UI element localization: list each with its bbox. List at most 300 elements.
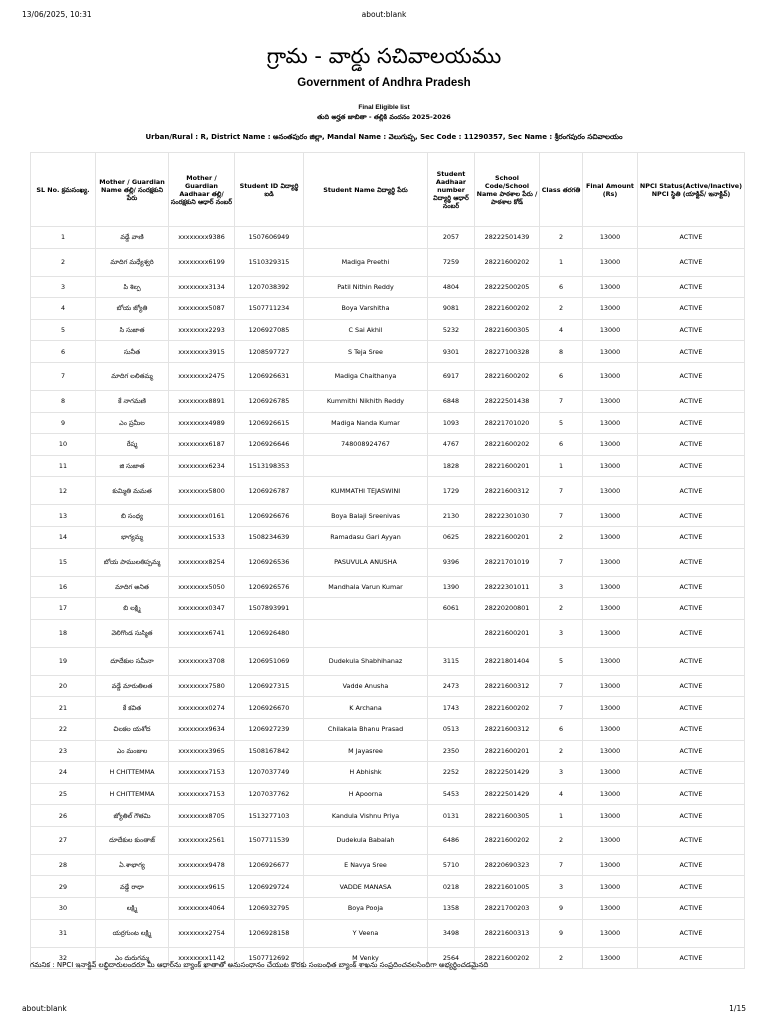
cell-class: 2 bbox=[540, 298, 583, 320]
cell-class: 3 bbox=[540, 762, 583, 784]
cell-guardian-aadhaar: xxxxxxxx7153 bbox=[169, 762, 235, 784]
cell-student-aadhaar: 5710 bbox=[428, 854, 475, 876]
cell-amount: 13000 bbox=[583, 319, 638, 341]
cell-student-aadhaar: 0218 bbox=[428, 876, 475, 898]
table-row bbox=[31, 718, 745, 740]
cell-student-name: K Archana bbox=[304, 697, 428, 719]
cell-guardian-aadhaar: xxxxxxxx0274 bbox=[169, 697, 235, 719]
cell-class: 6 bbox=[540, 276, 583, 298]
table-row bbox=[31, 740, 745, 762]
cell-npci-status: ACTIVE bbox=[638, 762, 745, 784]
cell-class: 2 bbox=[540, 598, 583, 620]
cell-student-aadhaar: 6848 bbox=[428, 390, 475, 412]
cell-student-name: E Navya Sree bbox=[304, 854, 428, 876]
table-row bbox=[31, 248, 745, 276]
cell-guardian-name: బి లక్ష్మి bbox=[96, 598, 169, 620]
cell-guardian-name: చిలకల యశోద bbox=[96, 718, 169, 740]
list-subtitle-english: Final Eligible list bbox=[358, 104, 410, 111]
cell-amount: 13000 bbox=[583, 412, 638, 434]
cell-amount: 13000 bbox=[583, 805, 638, 827]
cell-guardian-name: వడ్డే వాణి bbox=[96, 227, 169, 249]
cell-student-aadhaar: 0513 bbox=[428, 718, 475, 740]
cell-student-name: Madiga Chaithanya bbox=[304, 362, 428, 390]
cell-guardian-name: ఎం దురుగమ్మ bbox=[96, 947, 169, 969]
cell-guardian-aadhaar: xxxxxxxx3965 bbox=[169, 740, 235, 762]
cell-amount: 13000 bbox=[583, 947, 638, 969]
cell-guardian-name: లక్ష్మి bbox=[96, 898, 169, 920]
cell-class: 7 bbox=[540, 675, 583, 697]
cell-school-code: 28221600201 bbox=[475, 619, 540, 647]
cell-student-id: 1507712692 bbox=[235, 947, 304, 969]
cell-student-name: PASUVULA ANUSHA bbox=[304, 548, 428, 576]
cell-school-code: 28221700203 bbox=[475, 898, 540, 920]
cell-student-aadhaar: 9301 bbox=[428, 341, 475, 363]
cell-student-id: 1206926646 bbox=[235, 434, 304, 456]
table-row bbox=[31, 762, 745, 784]
cell-class: 9 bbox=[540, 919, 583, 947]
cell-guardian-name: వడ్డే మారుతిలత bbox=[96, 675, 169, 697]
cell-class: 6 bbox=[540, 362, 583, 390]
cell-student-id: 1206926785 bbox=[235, 390, 304, 412]
cell-student-id: 1207037762 bbox=[235, 783, 304, 805]
cell-class: 7 bbox=[540, 390, 583, 412]
cell-student-id: 1206929724 bbox=[235, 876, 304, 898]
cell-sl: 22 bbox=[31, 718, 96, 740]
cell-student-aadhaar: 0131 bbox=[428, 805, 475, 827]
cell-npci-status: ACTIVE bbox=[638, 697, 745, 719]
print-datetime: 13/06/2025, 10:31 bbox=[22, 10, 92, 19]
cell-guardian-name: ఎం మంజుల bbox=[96, 740, 169, 762]
cell-student-name bbox=[304, 619, 428, 647]
cell-npci-status: ACTIVE bbox=[638, 826, 745, 854]
cell-student-name: Y Veena bbox=[304, 919, 428, 947]
cell-npci-status: ACTIVE bbox=[638, 947, 745, 969]
cell-class: 1 bbox=[540, 805, 583, 827]
cell-guardian-aadhaar: xxxxxxxx8705 bbox=[169, 805, 235, 827]
cell-amount: 13000 bbox=[583, 762, 638, 784]
cell-class: 6 bbox=[540, 718, 583, 740]
cell-sl: 32 bbox=[31, 947, 96, 969]
cell-class: 2 bbox=[540, 826, 583, 854]
col-student-aadhaar-header: Student Aadhaar number విద్యార్థి ఆధార్ నంబర్ bbox=[428, 153, 475, 227]
cell-guardian-aadhaar: xxxxxxxx8891 bbox=[169, 390, 235, 412]
cell-student-name: Vadde Anusha bbox=[304, 675, 428, 697]
cell-school-code: 28227100328 bbox=[475, 341, 540, 363]
cell-guardian-name: రేష్మ bbox=[96, 434, 169, 456]
cell-student-aadhaar: 6486 bbox=[428, 826, 475, 854]
cell-school-code: 28221600202 bbox=[475, 434, 540, 456]
cell-npci-status: ACTIVE bbox=[638, 526, 745, 548]
cell-sl: 21 bbox=[31, 697, 96, 719]
table-row bbox=[31, 805, 745, 827]
cell-guardian-name: బి సంధ్య bbox=[96, 505, 169, 527]
cell-class: 7 bbox=[540, 505, 583, 527]
cell-student-name: S Teja Sree bbox=[304, 341, 428, 363]
cell-student-name: Boya Varshitha bbox=[304, 298, 428, 320]
cell-student-aadhaar: 2350 bbox=[428, 740, 475, 762]
cell-class: 1 bbox=[540, 455, 583, 477]
table-row bbox=[31, 227, 745, 249]
cell-guardian-name: వడ్డే రాధా bbox=[96, 876, 169, 898]
cell-student-name: Mandhala Varun Kumar bbox=[304, 576, 428, 598]
cell-guardian-aadhaar: xxxxxxxx2293 bbox=[169, 319, 235, 341]
cell-student-id: 1508167842 bbox=[235, 740, 304, 762]
cell-student-id: 1508234639 bbox=[235, 526, 304, 548]
cell-npci-status: ACTIVE bbox=[638, 718, 745, 740]
cell-student-name: M Jayasree bbox=[304, 740, 428, 762]
cell-sl: 2 bbox=[31, 248, 96, 276]
cell-sl: 4 bbox=[31, 298, 96, 320]
cell-guardian-aadhaar: xxxxxxxx5800 bbox=[169, 477, 235, 505]
col-npci-header: NPCI Status(Active/Inactive) NPCI స్థితి (యాక్టివ్/ ఇనాక్టివ్) bbox=[638, 153, 745, 227]
cell-guardian-aadhaar: xxxxxxxx5050 bbox=[169, 576, 235, 598]
cell-guardian-aadhaar: xxxxxxxx7153 bbox=[169, 783, 235, 805]
cell-student-name: Ramadasu Gari Ayyan bbox=[304, 526, 428, 548]
cell-class: 2 bbox=[540, 947, 583, 969]
cell-school-code: 28220200801 bbox=[475, 598, 540, 620]
cell-school-code: 28221601005 bbox=[475, 876, 540, 898]
cell-amount: 13000 bbox=[583, 919, 638, 947]
col-student-name-header: Student Name విద్యార్థి పేరు bbox=[304, 153, 428, 227]
cell-sl: 9 bbox=[31, 412, 96, 434]
cell-student-aadhaar: 5232 bbox=[428, 319, 475, 341]
cell-npci-status: ACTIVE bbox=[638, 876, 745, 898]
table-row bbox=[31, 826, 745, 854]
cell-guardian-name: మాదిగ లలితమ్మ bbox=[96, 362, 169, 390]
cell-class: 4 bbox=[540, 319, 583, 341]
cell-amount: 13000 bbox=[583, 740, 638, 762]
cell-npci-status: ACTIVE bbox=[638, 598, 745, 620]
cell-student-aadhaar: 1743 bbox=[428, 697, 475, 719]
cell-student-id: 1206951069 bbox=[235, 647, 304, 675]
cell-school-code: 28221600305 bbox=[475, 805, 540, 827]
cell-student-name: Boya Pooja bbox=[304, 898, 428, 920]
cell-npci-status: ACTIVE bbox=[638, 576, 745, 598]
cell-guardian-aadhaar: xxxxxxxx6199 bbox=[169, 248, 235, 276]
table-row bbox=[31, 341, 745, 363]
cell-school-code: 28221600201 bbox=[475, 526, 540, 548]
cell-student-name: Dudekula Babalah bbox=[304, 826, 428, 854]
cell-student-aadhaar: 9396 bbox=[428, 548, 475, 576]
cell-guardian-aadhaar: xxxxxxxx9386 bbox=[169, 227, 235, 249]
cell-class: 3 bbox=[540, 619, 583, 647]
cell-student-aadhaar: 4767 bbox=[428, 434, 475, 456]
cell-school-code: 28221600202 bbox=[475, 697, 540, 719]
cell-npci-status: ACTIVE bbox=[638, 783, 745, 805]
cell-amount: 13000 bbox=[583, 505, 638, 527]
table-row bbox=[31, 876, 745, 898]
cell-school-code: 28221600312 bbox=[475, 675, 540, 697]
table-row bbox=[31, 598, 745, 620]
cell-student-name: Patil Nithin Reddy bbox=[304, 276, 428, 298]
cell-school-code: 28221701020 bbox=[475, 412, 540, 434]
cell-student-id: 1206926480 bbox=[235, 619, 304, 647]
cell-class: 2 bbox=[540, 227, 583, 249]
cell-guardian-aadhaar: xxxxxxxx8254 bbox=[169, 548, 235, 576]
cell-guardian-aadhaar: xxxxxxxx5087 bbox=[169, 298, 235, 320]
cell-npci-status: ACTIVE bbox=[638, 227, 745, 249]
cell-amount: 13000 bbox=[583, 854, 638, 876]
cell-guardian-name: మాదిగ మధ్యేశ్వరి bbox=[96, 248, 169, 276]
cell-npci-status: ACTIVE bbox=[638, 675, 745, 697]
cell-npci-status: ACTIVE bbox=[638, 548, 745, 576]
cell-guardian-name: భాగ్యమ్మ bbox=[96, 526, 169, 548]
cell-student-name: M Venky bbox=[304, 947, 428, 969]
table-row bbox=[31, 697, 745, 719]
cell-sl: 27 bbox=[31, 826, 96, 854]
cell-student-id: 1206932795 bbox=[235, 898, 304, 920]
cell-sl: 31 bbox=[31, 919, 96, 947]
cell-sl: 6 bbox=[31, 341, 96, 363]
cell-school-code: 28222500205 bbox=[475, 276, 540, 298]
cell-sl: 7 bbox=[31, 362, 96, 390]
cell-sl: 23 bbox=[31, 740, 96, 762]
cell-student-name: H Abhishk bbox=[304, 762, 428, 784]
cell-student-aadhaar: 1390 bbox=[428, 576, 475, 598]
cell-student-name: Madiga Nanda Kumar bbox=[304, 412, 428, 434]
cell-school-code: 28221600312 bbox=[475, 477, 540, 505]
cell-student-id: 1206927085 bbox=[235, 319, 304, 341]
col-amount-header: Final Amount (Rs) bbox=[583, 153, 638, 227]
cell-amount: 13000 bbox=[583, 248, 638, 276]
cell-npci-status: ACTIVE bbox=[638, 455, 745, 477]
cell-amount: 13000 bbox=[583, 876, 638, 898]
cell-amount: 13000 bbox=[583, 576, 638, 598]
cell-student-name: C Sai Akhil bbox=[304, 319, 428, 341]
table-row bbox=[31, 319, 745, 341]
cell-amount: 13000 bbox=[583, 675, 638, 697]
cell-student-name: H Apoorna bbox=[304, 783, 428, 805]
cell-student-aadhaar: 3498 bbox=[428, 919, 475, 947]
cell-student-name: KUMMATHI TEJASWINI bbox=[304, 477, 428, 505]
cell-npci-status: ACTIVE bbox=[638, 898, 745, 920]
cell-npci-status: ACTIVE bbox=[638, 505, 745, 527]
col-class-header: Class తరగతి bbox=[540, 153, 583, 227]
col-sl-header: SL No. క్రమసంఖ్య. bbox=[31, 153, 96, 227]
cell-amount: 13000 bbox=[583, 697, 638, 719]
table-row bbox=[31, 526, 745, 548]
cell-class: 5 bbox=[540, 412, 583, 434]
cell-student-id: 1206927315 bbox=[235, 675, 304, 697]
cell-student-aadhaar: 0625 bbox=[428, 526, 475, 548]
cell-student-aadhaar: 2473 bbox=[428, 675, 475, 697]
cell-student-name bbox=[304, 455, 428, 477]
table-row bbox=[31, 362, 745, 390]
cell-guardian-aadhaar: xxxxxxxx0161 bbox=[169, 505, 235, 527]
cell-sl: 11 bbox=[31, 455, 96, 477]
cell-amount: 13000 bbox=[583, 718, 638, 740]
cell-student-id: 1207037749 bbox=[235, 762, 304, 784]
cell-sl: 19 bbox=[31, 647, 96, 675]
cell-sl: 30 bbox=[31, 898, 96, 920]
cell-student-id: 1507711539 bbox=[235, 826, 304, 854]
cell-guardian-name: కుమ్మితి మమత bbox=[96, 477, 169, 505]
cell-class: 3 bbox=[540, 576, 583, 598]
cell-student-aadhaar: 1729 bbox=[428, 477, 475, 505]
cell-student-aadhaar: 6061 bbox=[428, 598, 475, 620]
cell-student-id: 1206926677 bbox=[235, 854, 304, 876]
cell-guardian-name: H CHITTEMMA bbox=[96, 783, 169, 805]
cell-guardian-name: కే నాగమణి bbox=[96, 390, 169, 412]
location-meta: Urban/Rural : R, District Name : అనంతపురం జిల్లా, Mandal Name : వెలుగుప్ప, Sec Code : 11290357, Sec Name : శ్రీరంగపురం సచివాలయం bbox=[145, 133, 623, 141]
cell-school-code: 28221600201 bbox=[475, 455, 540, 477]
table-row bbox=[31, 477, 745, 505]
cell-npci-status: ACTIVE bbox=[638, 805, 745, 827]
cell-student-name: Boya Balaji Sreenivas bbox=[304, 505, 428, 527]
cell-sl: 25 bbox=[31, 783, 96, 805]
print-footer-url: about:blank bbox=[22, 1004, 67, 1013]
cell-npci-status: ACTIVE bbox=[638, 341, 745, 363]
cell-guardian-name: మాదిగ అనిత bbox=[96, 576, 169, 598]
cell-guardian-name: బోయ పాములతిప్పమ్మ bbox=[96, 548, 169, 576]
cell-school-code: 28221600202 bbox=[475, 826, 540, 854]
table-row bbox=[31, 898, 745, 920]
cell-student-id: 1507893991 bbox=[235, 598, 304, 620]
cell-amount: 13000 bbox=[583, 526, 638, 548]
cell-guardian-name: సునీత bbox=[96, 341, 169, 363]
cell-guardian-name: వెలిగొండ సుస్మిత bbox=[96, 619, 169, 647]
cell-class: 9 bbox=[540, 898, 583, 920]
cell-student-id: 1513277103 bbox=[235, 805, 304, 827]
page-number: 1/15 bbox=[729, 1004, 746, 1013]
cell-student-id: 1206928158 bbox=[235, 919, 304, 947]
cell-guardian-aadhaar: xxxxxxxx3708 bbox=[169, 647, 235, 675]
cell-guardian-aadhaar: xxxxxxxx4989 bbox=[169, 412, 235, 434]
cell-class: 7 bbox=[540, 854, 583, 876]
cell-class: 2 bbox=[540, 740, 583, 762]
cell-student-id: 1507606949 bbox=[235, 227, 304, 249]
table-row bbox=[31, 412, 745, 434]
cell-guardian-name: పి శిల్ప bbox=[96, 276, 169, 298]
col-school-header: School Code/School Name పాఠశాల పేరు / పాఠశాల కోడ్ bbox=[475, 153, 540, 227]
cell-student-name bbox=[304, 598, 428, 620]
cell-student-name bbox=[304, 227, 428, 249]
cell-amount: 13000 bbox=[583, 477, 638, 505]
cell-amount: 13000 bbox=[583, 434, 638, 456]
cell-school-code: 28221600312 bbox=[475, 718, 540, 740]
table-row bbox=[31, 675, 745, 697]
cell-sl: 24 bbox=[31, 762, 96, 784]
cell-guardian-name: యర్రగుంట లక్ష్మి bbox=[96, 919, 169, 947]
cell-school-code: 28222501429 bbox=[475, 783, 540, 805]
cell-school-code: 28222301030 bbox=[475, 505, 540, 527]
cell-student-aadhaar: 3115 bbox=[428, 647, 475, 675]
cell-student-id: 1206926631 bbox=[235, 362, 304, 390]
cell-sl: 12 bbox=[31, 477, 96, 505]
table-row bbox=[31, 647, 745, 675]
cell-amount: 13000 bbox=[583, 298, 638, 320]
cell-npci-status: ACTIVE bbox=[638, 919, 745, 947]
cell-sl: 18 bbox=[31, 619, 96, 647]
cell-sl: 20 bbox=[31, 675, 96, 697]
cell-student-aadhaar: 1093 bbox=[428, 412, 475, 434]
cell-guardian-aadhaar: xxxxxxxx1142 bbox=[169, 947, 235, 969]
cell-student-name: 748008924767 bbox=[304, 434, 428, 456]
cell-student-name: VADDE MANASA bbox=[304, 876, 428, 898]
cell-class: 4 bbox=[540, 783, 583, 805]
cell-class: 6 bbox=[540, 434, 583, 456]
table-row bbox=[31, 619, 745, 647]
cell-npci-status: ACTIVE bbox=[638, 248, 745, 276]
table-row bbox=[31, 576, 745, 598]
cell-class: 2 bbox=[540, 526, 583, 548]
page-title-english: Government of Andhra Pradesh bbox=[297, 77, 471, 89]
cell-sl: 5 bbox=[31, 319, 96, 341]
table-row bbox=[31, 390, 745, 412]
cell-npci-status: ACTIVE bbox=[638, 854, 745, 876]
cell-student-id: 1206926615 bbox=[235, 412, 304, 434]
cell-sl: 15 bbox=[31, 548, 96, 576]
cell-sl: 26 bbox=[31, 805, 96, 827]
col-guardian-aadhaar-header: Mother / Guardian Aadhaar తల్లి/ సంరక్షకుని ఆధార్ నంబర్ bbox=[169, 153, 235, 227]
cell-school-code: 28221600305 bbox=[475, 319, 540, 341]
table-row bbox=[31, 854, 745, 876]
cell-school-code: 28221701019 bbox=[475, 548, 540, 576]
cell-guardian-name: జ్యోతిల్ గౌతమి bbox=[96, 805, 169, 827]
cell-student-aadhaar: 2057 bbox=[428, 227, 475, 249]
cell-student-id: 1206926576 bbox=[235, 576, 304, 598]
cell-guardian-aadhaar: xxxxxxxx2561 bbox=[169, 826, 235, 854]
cell-guardian-aadhaar: xxxxxxxx6234 bbox=[169, 455, 235, 477]
cell-npci-status: ACTIVE bbox=[638, 319, 745, 341]
page-title-telugu: గ్రామ - వార్డు సచివాలయము bbox=[266, 44, 502, 68]
cell-guardian-name: జి సుజాత bbox=[96, 455, 169, 477]
cell-student-name: Madiga Preethi bbox=[304, 248, 428, 276]
cell-npci-status: ACTIVE bbox=[638, 362, 745, 390]
cell-npci-status: ACTIVE bbox=[638, 740, 745, 762]
cell-student-name: Chilakala Bhanu Prasad bbox=[304, 718, 428, 740]
cell-amount: 13000 bbox=[583, 783, 638, 805]
table-row bbox=[31, 455, 745, 477]
table-row bbox=[31, 919, 745, 947]
cell-guardian-aadhaar: xxxxxxxx0347 bbox=[169, 598, 235, 620]
table-header-row bbox=[31, 153, 745, 227]
cell-guardian-aadhaar: xxxxxxxx9634 bbox=[169, 718, 235, 740]
cell-npci-status: ACTIVE bbox=[638, 477, 745, 505]
cell-amount: 13000 bbox=[583, 341, 638, 363]
cell-school-code: 28221600202 bbox=[475, 248, 540, 276]
cell-class: 1 bbox=[540, 248, 583, 276]
cell-sl: 10 bbox=[31, 434, 96, 456]
cell-guardian-name: దూదేకుల సమీనా bbox=[96, 647, 169, 675]
cell-student-aadhaar: 6917 bbox=[428, 362, 475, 390]
cell-guardian-name: బోయ జ్యోతి bbox=[96, 298, 169, 320]
cell-student-aadhaar: 9081 bbox=[428, 298, 475, 320]
cell-guardian-aadhaar: xxxxxxxx1533 bbox=[169, 526, 235, 548]
cell-guardian-aadhaar: xxxxxxxx2475 bbox=[169, 362, 235, 390]
cell-student-id: 1206927239 bbox=[235, 718, 304, 740]
cell-sl: 16 bbox=[31, 576, 96, 598]
cell-sl: 13 bbox=[31, 505, 96, 527]
cell-guardian-name: H CHITTEMMA bbox=[96, 762, 169, 784]
cell-student-id: 1207038392 bbox=[235, 276, 304, 298]
cell-class: 7 bbox=[540, 548, 583, 576]
cell-class: 7 bbox=[540, 697, 583, 719]
cell-npci-status: ACTIVE bbox=[638, 390, 745, 412]
col-guardian-header: Mother / Guardian Name తల్లి/ సంరక్షకుని పేరు bbox=[96, 153, 169, 227]
cell-student-aadhaar: 1358 bbox=[428, 898, 475, 920]
cell-guardian-name: సి సుజాత bbox=[96, 319, 169, 341]
cell-student-aadhaar: 5453 bbox=[428, 783, 475, 805]
cell-school-code: 28221600313 bbox=[475, 919, 540, 947]
cell-guardian-aadhaar: xxxxxxxx6741 bbox=[169, 619, 235, 647]
cell-npci-status: ACTIVE bbox=[638, 412, 745, 434]
cell-sl: 8 bbox=[31, 390, 96, 412]
cell-npci-status: ACTIVE bbox=[638, 276, 745, 298]
cell-student-id: 1507711234 bbox=[235, 298, 304, 320]
cell-sl: 3 bbox=[31, 276, 96, 298]
cell-student-name: Dudekula Shabhihanaz bbox=[304, 647, 428, 675]
